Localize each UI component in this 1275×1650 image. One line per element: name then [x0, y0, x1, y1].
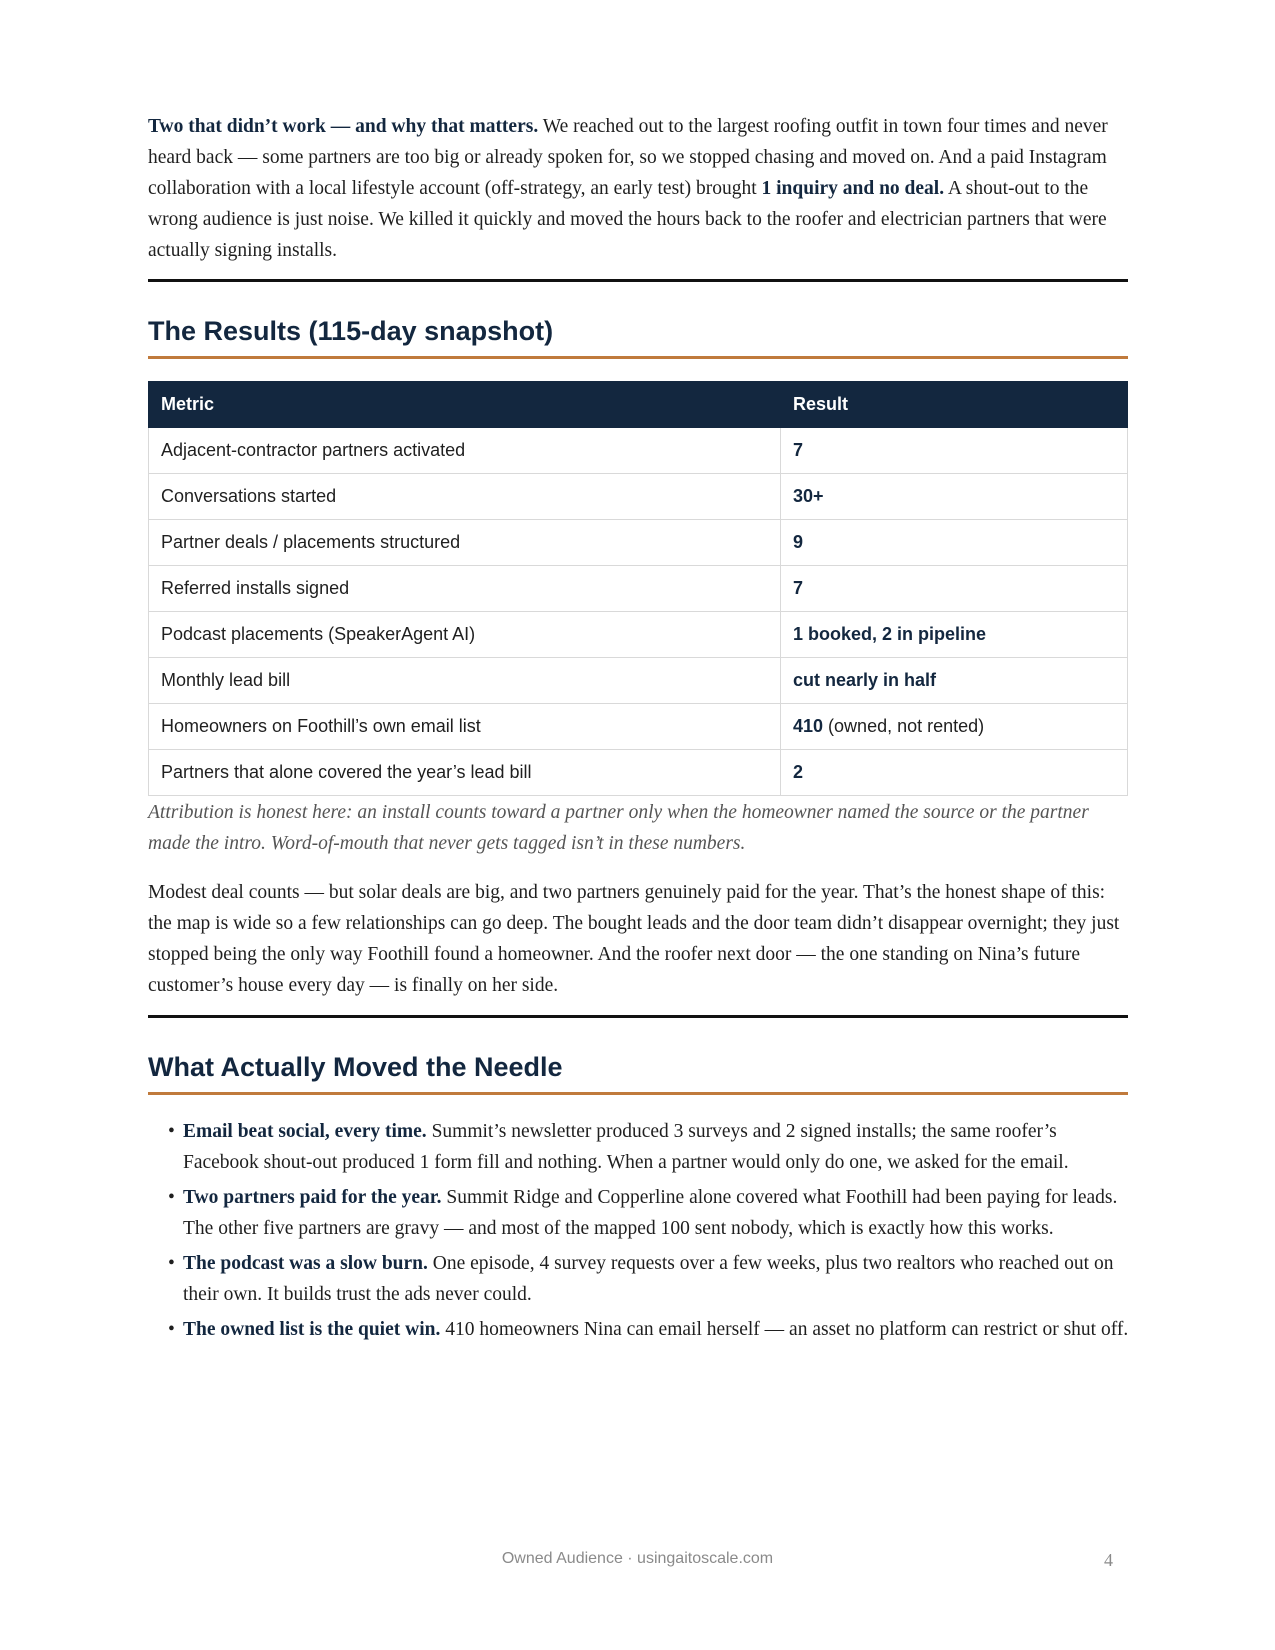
needle-heading-underline: [148, 1092, 1128, 1095]
result-cell: [781, 658, 1128, 704]
results-table: [148, 381, 1128, 796]
table-row: [149, 704, 1128, 750]
result-cell: [781, 566, 1128, 612]
bullet-lead: Two partners paid for the year.: [183, 1187, 442, 1208]
bullet-lead: The podcast was a slow burn.: [183, 1253, 428, 1274]
results-heading: The Results (115-day snapshot): [148, 316, 554, 346]
bullet-text: Summit’s newsletter produced 3 surveys and 2 signed installs; the same roofer’s Facebook shout-out produced 1 form fill and nothing. When a partner would only do one, we asked for the email.: [183, 1121, 1069, 1173]
bullet-lead: Email beat social, every time.: [183, 1121, 427, 1142]
bullet-icon: •: [168, 1319, 175, 1340]
table-row: [149, 658, 1128, 704]
results-table-header: [149, 382, 1128, 428]
result-extra: (owned, not rented): [823, 716, 985, 736]
attribution-note: Attribution is honest here: an install counts toward a partner only when the homeowner named the source or the partner made the intro. Word-of-mouth that never gets tagged isn’t in these numbers.: [148, 802, 1089, 854]
result-value: 7: [793, 440, 804, 460]
intro-highlight: 1 inquiry and no deal.: [761, 178, 945, 199]
table-row: [149, 750, 1128, 796]
column-header-metric: Metric: [149, 382, 781, 428]
list-item: [148, 1314, 1133, 1345]
list-item: [148, 1116, 1133, 1178]
table-row: [149, 612, 1128, 658]
table-row: [149, 566, 1128, 612]
result-cell: [781, 704, 1128, 750]
metric-cell: Homeowners on Foothill’s own email list: [149, 704, 781, 750]
table-row: [149, 428, 1128, 474]
result-cell: [781, 474, 1128, 520]
result-value: 9: [793, 532, 804, 552]
result-cell: [781, 612, 1128, 658]
bullet-icon: •: [168, 1121, 175, 1142]
attribution-note-block: [148, 797, 1128, 859]
list-item: [148, 1248, 1133, 1310]
intro-text-a: We reached out to the largest roofing outfit in town four times and never heard back — some partners are too big or already spoken for, so we stopped chasing and moved on. And a paid Instagram collaboration with a local lifestyle account (off-strategy, an early test) brought: [148, 116, 1108, 199]
section-divider: [148, 279, 1128, 282]
metric-cell: Partner deals / placements structured: [149, 520, 781, 566]
needle-bullet-list: [148, 1116, 1133, 1349]
metric-cell: Podcast placements (SpeakerAgent AI): [149, 612, 781, 658]
result-cell: [781, 750, 1128, 796]
bullet-text: 410 homeowners Nina can email herself — an asset no platform can restrict or shut off.: [440, 1319, 1129, 1340]
intro-paragraph: [148, 111, 1128, 266]
summary-paragraph-block: [148, 877, 1128, 1001]
result-value: cut nearly in half: [793, 670, 937, 690]
metric-cell: Referred installs signed: [149, 566, 781, 612]
bullet-icon: •: [168, 1253, 175, 1274]
result-value: 7: [793, 578, 804, 598]
metric-cell: Monthly lead bill: [149, 658, 781, 704]
metric-cell: Partners that alone covered the year’s lead bill: [149, 750, 781, 796]
result-value: 1 booked, 2 in pipeline: [793, 624, 987, 644]
table-row: [149, 520, 1128, 566]
metric-cell: Adjacent-contractor partners activated: [149, 428, 781, 474]
summary-paragraph: Modest deal counts — but solar deals are big, and two partners genuinely paid for the year. That’s the honest shape of this: the map is wide so a few relationships can go deep. The bought leads and the door team didn’t disappear overnight; they just stopped being the only way Foothill found a homeowner. And the roofer next door — the one standing on Nina’s future customer’s house every day — is finally on her side.: [148, 882, 1120, 996]
column-header-result: Result: [781, 382, 1128, 428]
result-cell: [781, 520, 1128, 566]
bullet-icon: •: [168, 1187, 175, 1208]
intro-paragraph-block: [148, 111, 1128, 266]
result-value: 410: [793, 716, 824, 736]
results-heading-underline: [148, 356, 1128, 359]
intro-lead: Two that didn’t work — and why that matters.: [148, 116, 539, 137]
needle-heading: What Actually Moved the Needle: [148, 1052, 563, 1082]
bullet-text: One episode, 4 survey requests over a few weeks, plus two realtors who reached out on their own. It builds trust the ads never could.: [183, 1253, 1114, 1305]
section-divider: [148, 1015, 1128, 1018]
page-footer: Owned Audience · usingaitoscale.com: [501, 1550, 774, 1567]
result-value: 30+: [793, 486, 824, 506]
result-cell: [781, 428, 1128, 474]
bullet-text: Summit Ridge and Copperline alone covered what Foothill had been paying for leads. The other five partners are gravy — and most of the mapped 100 sent nobody, which is exactly how this works.: [183, 1187, 1118, 1239]
list-item: [148, 1182, 1133, 1244]
metric-cell: Conversations started: [149, 474, 781, 520]
intro-text-b: A shout-out to the wrong audience is just noise. We killed it quickly and moved the hours back to the roofer and electrician partners that were actually signing installs.: [148, 178, 1107, 261]
page-number: 4: [1104, 1550, 1113, 1570]
result-value: 2: [793, 762, 804, 782]
table-row: [149, 474, 1128, 520]
bullet-lead: The owned list is the quiet win.: [183, 1319, 441, 1340]
